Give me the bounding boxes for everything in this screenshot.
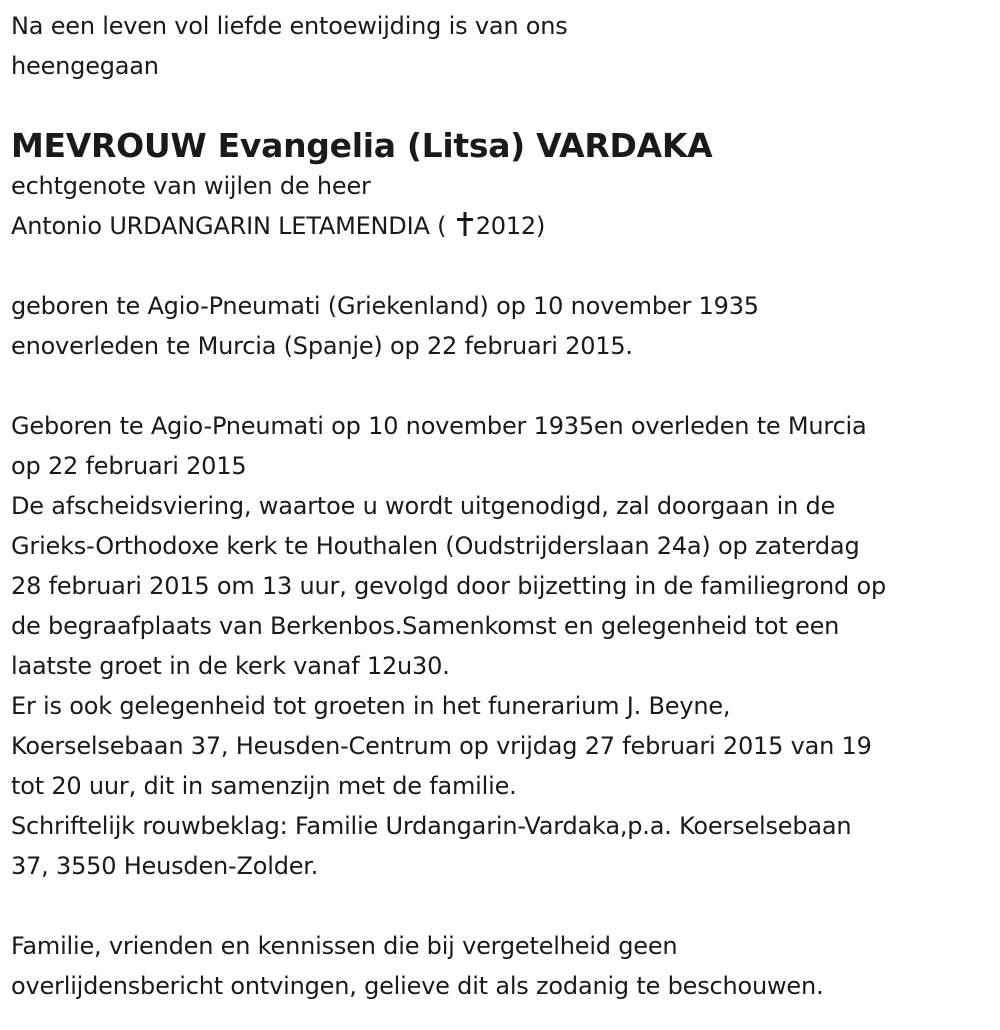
death-line: enoverleden te Murcia (Spanje) op 22 februari 2015. bbox=[11, 332, 633, 360]
closing-line-1: Familie, vrienden en kennissen die bij vergetelheid geen bbox=[11, 932, 678, 960]
deceased-name: MEVROUW Evangelia (Litsa) VARDAKA bbox=[11, 126, 713, 165]
spouse-line-1: echtgenote van wijlen de heer bbox=[11, 172, 371, 200]
spacer bbox=[11, 246, 996, 286]
spouse-death-year: 2012) bbox=[475, 212, 546, 240]
latin-cross-icon bbox=[454, 210, 476, 238]
body-line: Koerselsebaan 37, Heusden-Centrum op vrijdag 27 februari 2015 van 19 bbox=[11, 732, 872, 760]
spacer bbox=[11, 366, 996, 406]
obituary-notice bbox=[11, 6, 996, 1006]
intro-line-2: heengegaan bbox=[11, 52, 159, 80]
body-line: op 22 februari 2015 bbox=[11, 452, 247, 480]
body-line: laatste groet in de kerk vanaf 12u30. bbox=[11, 652, 450, 680]
body-line: Geboren te Agio-Pneumati op 10 november 1935en overleden te Murcia bbox=[11, 412, 867, 440]
body-line: Grieks-Orthodoxe kerk te Houthalen (Oudstrijderslaan 24a) op zaterdag bbox=[11, 532, 860, 560]
spacer bbox=[11, 86, 996, 126]
closing-line-2: overlijdensbericht ontvingen, gelieve dit als zodanig te beschouwen. bbox=[11, 972, 824, 1000]
spouse-name: Antonio URDANGARIN LETAMENDIA ( bbox=[11, 212, 454, 240]
body-line: 37, 3550 Heusden-Zolder. bbox=[11, 852, 319, 880]
body-line: Schriftelijk rouwbeklag: Familie Urdangarin-Vardaka,p.a. Koerselsebaan bbox=[11, 812, 852, 840]
body-line: de begraafplaats van Berkenbos.Samenkomst en gelegenheid tot een bbox=[11, 612, 840, 640]
spouse-line-2 bbox=[11, 206, 996, 246]
body-text bbox=[11, 406, 996, 886]
spacer bbox=[11, 886, 996, 926]
body-line: Er is ook gelegenheid tot groeten in het funerarium J. Beyne, bbox=[11, 692, 731, 720]
body-line: tot 20 uur, dit in samenzijn met de familie. bbox=[11, 772, 517, 800]
body-line: 28 februari 2015 om 13 uur, gevolgd door bijzetting in de familiegrond op bbox=[11, 572, 887, 600]
body-line: De afscheidsviering, waartoe u wordt uitgenodigd, zal doorgaan in de bbox=[11, 492, 836, 520]
intro-line-1: Na een leven vol liefde entoewijding is van ons bbox=[11, 12, 568, 40]
birth-line: geboren te Agio-Pneumati (Griekenland) op 10 november 1935 bbox=[11, 292, 759, 320]
